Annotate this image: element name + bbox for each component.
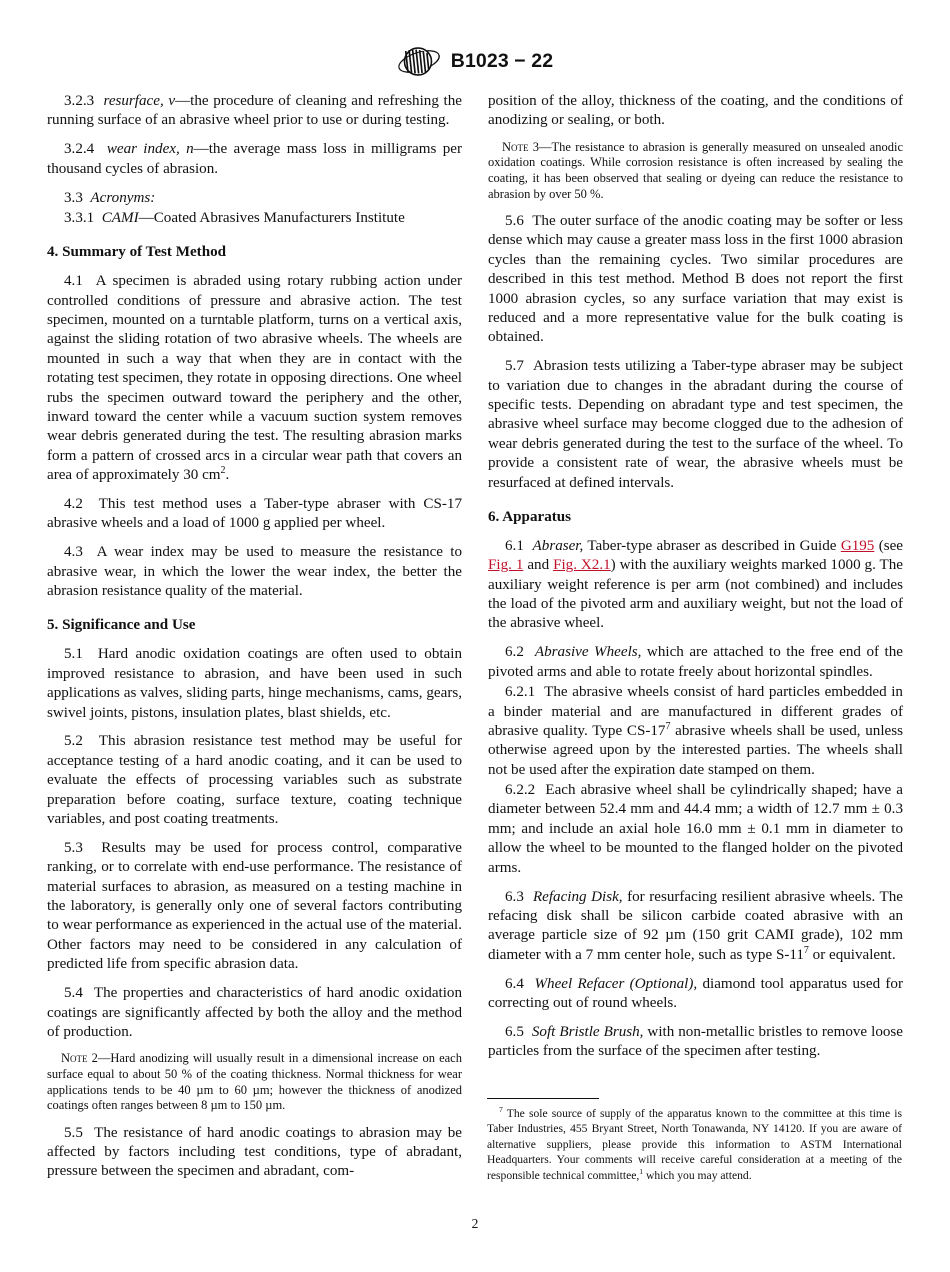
note-label: Note 3	[502, 139, 540, 154]
clause-number: 3.3.1	[64, 209, 95, 226]
clause-number: 6.1	[505, 537, 524, 554]
apparatus-term: Wheel Refacer (Optional),	[534, 975, 698, 992]
defined-term: resurface, v	[103, 93, 176, 109]
footnote-7	[487, 1106, 902, 1183]
clause-number: 5.6	[505, 213, 524, 230]
apparatus-term: Abrasive Wheels,	[534, 644, 642, 661]
paragraph-5-6	[488, 212, 903, 348]
clause-text-end: or equivalent.	[808, 946, 896, 963]
apparatus-term: Refacing Disk,	[532, 888, 623, 905]
footnote-marker: 7	[665, 720, 671, 732]
footnote-separator	[487, 1098, 599, 1099]
clause-number: 4.2	[64, 496, 83, 513]
paragraph-6-5	[488, 1023, 903, 1062]
footnote-marker-inline: 1	[639, 1166, 644, 1176]
footnote-marker: 7	[499, 1105, 503, 1115]
paragraph-6-2-2	[488, 781, 903, 878]
document-designation: B1023 − 22	[450, 50, 554, 72]
body-columns	[47, 92, 903, 1202]
clause-text: —the procedure of cleaning and refreshing the running surface of an abrasive wheel prior to use or during testing.	[47, 93, 462, 129]
paragraph-5-5-continued	[488, 92, 903, 131]
clause-text: Hard anodic oxidation coatings are often used to obtain improved resistance to abrasion, and have been used in such applications as valves, sliding parts, hinge mechanisms, cams, gears, swivel joints, pistons, insulation plates, blast shields, etc.	[47, 646, 462, 721]
paragraph-6-2	[488, 643, 903, 682]
paragraph-3-3-1	[47, 209, 462, 228]
apparatus-term: Soft Bristle Brush,	[531, 1023, 644, 1040]
note-text: —Hard anodizing will usually result in a dimensional increase on each surface equal to about 50 % of the coating thickness. Normal thickness for wear applications tends to be 40 µm to 60 µm; however the thickness of anodized coatings often ranges between 8 µm to 150 µm.	[47, 1051, 462, 1113]
left-column	[47, 92, 462, 1202]
page-number: 2	[471, 1216, 479, 1231]
clause-number: 5.3	[64, 839, 83, 856]
clause-text: ) with the auxiliary weights marked 1000 g. The auxiliary weight reference is per arm (not combined) and includes the load of the pivoted arm and auxiliary weight, but not the load of the abrasive wheel.	[488, 557, 903, 632]
page-header	[0, 46, 950, 77]
clause-text: for resurfacing resilient abrasive wheels. The refacing disk shall be silicon carbide coated abrasive with an average particle size of 92 µm (150 grit CAMI grade), 102 mm diameter with a 7 mm center hole, such as type S-11	[488, 888, 903, 963]
clause-text: Each abrasive wheel shall be cylindrically shaped; have a diameter between 52.4 mm and 44.4 mm; a width of 12.7 mm ± 0.3 mm; and include an axial hole 16.0 mm ± 0.1 mm in diameter to allow the wheel to be mounted to the flanged holder on the pivoted arms.	[488, 782, 903, 876]
figure-link-fig-x2-1[interactable]: Fig. X2.1	[553, 557, 611, 574]
clause-text-end: .	[225, 467, 230, 484]
clause-text: diamond tool apparatus used for correcting out of round wheels.	[488, 975, 904, 1011]
section-heading-6: 6. Apparatus	[488, 509, 572, 525]
clause-text: Abrasion tests utilizing a Taber-type abraser may be subject to variation due to changes in the abradant during the course of specific tests. Depending on abradant type and test specimen, the abrasive wheel surface may become clogged due to the adhesion of wear debris generated during the test to the surface of the wheel. To provide a consistent rate of wear, the abrasive wheels must be resurfaced at defined intervals.	[488, 358, 904, 491]
clause-text: Taber-type abraser as described in Guide	[583, 537, 841, 554]
clause-number: 5.7	[505, 358, 524, 375]
clause-number: 4.3	[64, 544, 83, 561]
paragraph-4-2	[47, 495, 462, 534]
paragraph-5-7	[488, 357, 903, 493]
note-label: Note 2	[61, 1051, 98, 1066]
note-text: —The resistance to abrasion is generally measured on unsealed anodic oxidation coatings. While corrosion resistance is often increased by sealing the coating, it has been observed that sealing or dyeing can reduce the resistance to abrasion by over 50 %.	[488, 139, 903, 201]
acronyms-label: Acronyms:	[90, 189, 156, 206]
clause-number: 6.5	[505, 1023, 524, 1040]
superscript-exponent: 2	[220, 465, 226, 477]
footnote-marker: 7	[803, 944, 809, 956]
paragraph-3-2-3	[47, 92, 462, 131]
paragraph-6-1	[488, 537, 903, 634]
clause-number: 6.2.1	[505, 684, 536, 701]
paragraph-3-2-4	[47, 140, 462, 179]
paragraph-5-5	[47, 1124, 462, 1182]
acronym-term: CAMI	[101, 209, 139, 226]
clause-text: The outer surface of the anodic coating may be softer or less dense which may cause a greater mass loss in the first 1000 abrasion cycles than the remaining cycles. Two similar procedures are described in this test method. Method B does not report the first 1000 abrasion cycles, so any surface variation that may exist is reduced and a more representative value for the bulk coating is obtained.	[488, 213, 903, 346]
note-3	[488, 140, 903, 203]
clause-number: 3.2.4	[64, 141, 95, 158]
clause-number: 5.2	[64, 733, 83, 750]
clause-text: with non-metallic bristles to remove loose particles from the surface of the specimen after testing.	[488, 1023, 903, 1060]
paragraph-6-4	[488, 975, 903, 1014]
paragraph-4-3	[47, 543, 462, 601]
section-heading-5: 5. Significance and Use	[47, 617, 196, 634]
clause-text: The resistance of hard anodic coatings to abrasion may be affected by factors including test conditions, type of abradant, pressure between the specimen and abradant, com-	[47, 1124, 463, 1180]
clause-text: which are attached to the free end of the pivoted arms and able to rotate freely about horizontal spindles.	[488, 644, 903, 680]
clause-number: 5.1	[64, 646, 83, 663]
astm-logo-icon	[397, 46, 441, 77]
figure-link-fig-1[interactable]: Fig. 1	[488, 557, 524, 574]
clause-text: This abrasion resistance test method may be useful for acceptance testing of a hard anodic coating, and it can be used to evaluate the effects of processing variables such as substrate preparation before coating, surface texture, coating technique variables, and post coating treatments.	[47, 733, 462, 827]
clause-text: A specimen is abraded using rotary rubbing action under controlled conditions of pressure and abrasive action. The test specimen, mounted on a turntable platform, turns on a vertical axis, against the sliding rotation of two abrasive wheels. The wheels are mounted in such a way that when they are in contact with the rotating test specimen, they rotate in opposing directions. One wheel rubs the specimen outward toward the periphery and the other, inward toward the center while a vacuum suction system removes wear debris generated during the test. The resulting abrasion marks form a pattern of crossed arcs in a circular wear path that covers an area of approximately 30 cm	[47, 273, 462, 484]
clause-number: 5.5	[64, 1124, 83, 1141]
paragraph-3-3	[47, 189, 462, 208]
clause-text: A wear index may be used to measure the resistance to abrasive wear, in which the lower the wear index, the better the abrasion resistance quality of the material.	[47, 544, 463, 600]
footnote-text: The sole source of supply of the apparatus known to the committee at this time is Taber Industries, 455 Bryant Street, North Tonawanda, NY 14120. If you are aware of alternative suppliers, please provide this information to ASTM International Headquarters. Your comments will receive careful consideration at a meeting of the responsible technical committee,	[487, 1107, 902, 1182]
paragraph-6-2-1	[488, 683, 903, 780]
clause-number: 6.3	[505, 888, 524, 905]
clause-number: 4.1	[64, 273, 83, 290]
paragraph-5-1	[47, 645, 462, 723]
paragraph-5-4	[47, 984, 462, 1042]
note-2	[47, 1051, 462, 1114]
clause-text: Results may be used for process control, comparative ranking, or to correlate with end-use performance. The resistance of material surfaces to abrasion, as measured on a testing machine in the laboratory, is generally only one of several factors contributing to wear performance as experienced in the actual use of the material. Other factors may need to be considered in any calculation of predicted life from specific abrasion data.	[47, 839, 463, 973]
footnote-text-end: which you may attend.	[643, 1168, 752, 1182]
clause-text-end: abrasive wheels shall be used, unless otherwise agreed upon by the interested parties. The wheels shall not be used after the expiration date stamped on them.	[488, 722, 903, 778]
standard-link-g195[interactable]: G195	[840, 537, 875, 554]
defined-term: wear index, n	[106, 141, 194, 158]
clause-text: This test method uses a Taber-type abraser with CS-17 abrasive wheels and a load of 1000 g applied per wheel.	[47, 496, 462, 532]
paragraph-4-1	[47, 272, 462, 485]
clause-text: —the average mass loss in milligrams per thousand cycles of abrasion.	[47, 141, 463, 177]
clause-number: 3.2.3	[64, 93, 95, 109]
clause-text: The properties and characteristics of hard anodic oxidation coatings are significantly affected by both the alloy and the method of production.	[47, 985, 463, 1040]
paragraph-6-3	[488, 888, 903, 966]
clause-number: 6.4	[505, 975, 524, 992]
paragraph-5-3	[47, 839, 462, 975]
clause-text: —Coated Abrasives Manufacturers Institute	[138, 209, 405, 226]
right-column	[488, 92, 903, 1202]
clause-text: position of the alloy, thickness of the coating, and the conditions of anodizing or sealing, or both.	[488, 93, 903, 129]
clause-number: 3.3	[64, 189, 83, 206]
section-heading-4: 4. Summary of Test Method	[47, 244, 227, 261]
clause-text: The abrasive wheels consist of hard particles embedded in a binder material and are manufactured in different grades of abrasive quality. Type CS-17	[488, 684, 903, 739]
clause-text: (see	[874, 537, 903, 554]
clause-text: and	[523, 557, 554, 574]
clause-number: 5.4	[64, 985, 83, 1002]
footnote-block	[487, 1098, 902, 1183]
clause-number: 6.2	[505, 644, 524, 661]
clause-number: 6.2.2	[505, 782, 536, 799]
apparatus-term: Abraser,	[532, 537, 584, 554]
paragraph-5-2	[47, 732, 462, 829]
